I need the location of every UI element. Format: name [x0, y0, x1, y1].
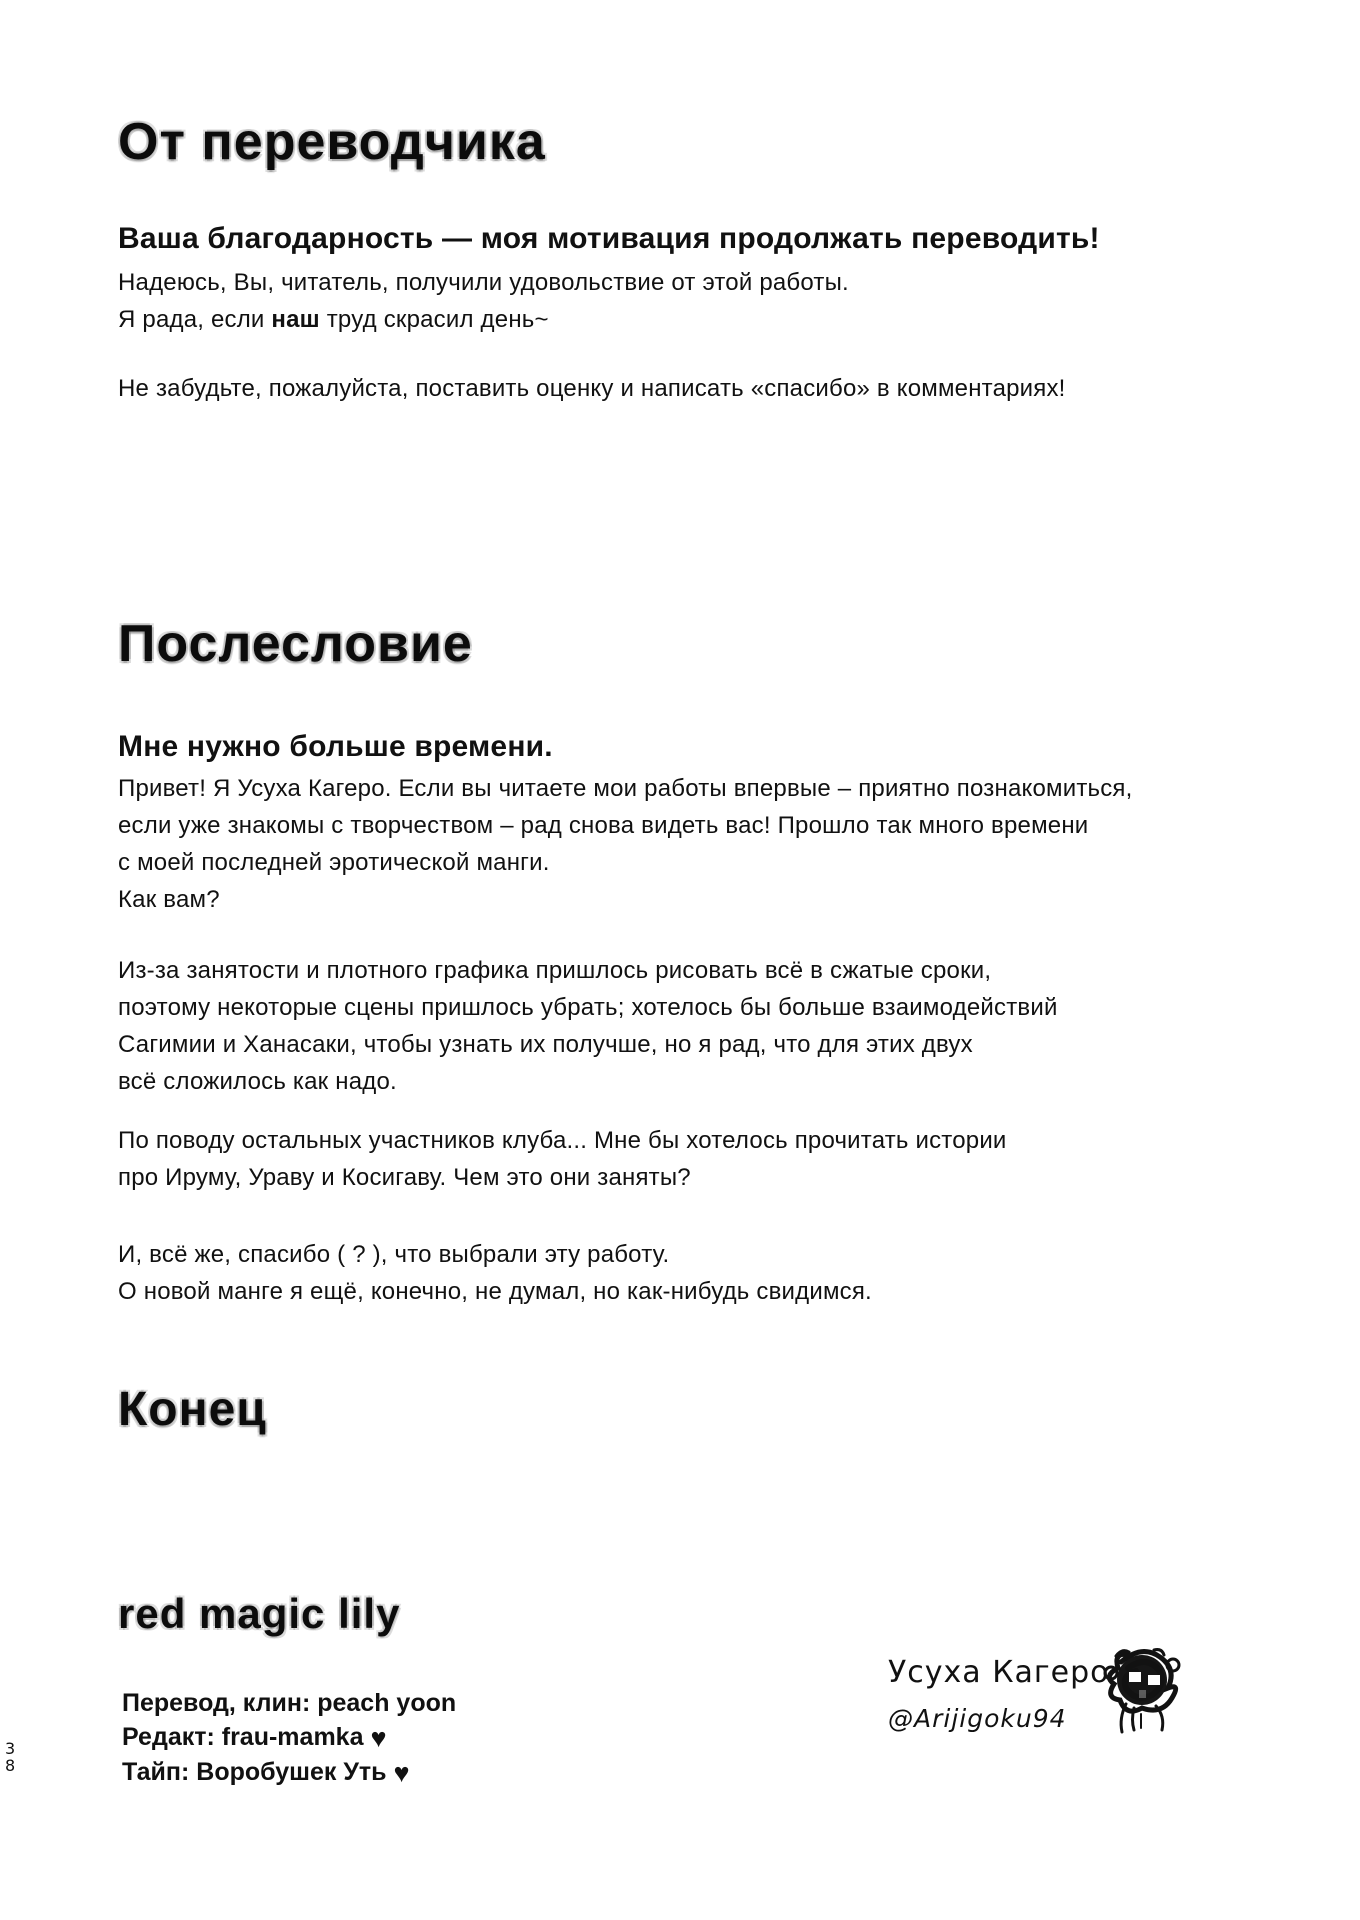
paragraph-line: всё сложилось как надо.	[118, 1068, 397, 1095]
credit-line-typesetting: Тайп: Воробушек Уть ♥	[122, 1758, 410, 1788]
heart-icon: ♥	[370, 1723, 387, 1753]
translator-note-cta: Не забудьте, пожалуйста, поставить оценку и написать «спасибо» в комментариях!	[118, 375, 1066, 402]
paragraph-line: По поводу остальных участников клуба... Мне бы хотелось прочитать истории	[118, 1127, 1007, 1154]
translator-note-line: Надеюсь, Вы, читатель, получили удовольствие от этой работы.	[118, 269, 849, 296]
credits-block	[122, 1686, 456, 1790]
paragraph-line: если уже знакомы с творчеством – рад снова видеть вас! Прошло так много времени	[118, 812, 1089, 839]
paragraph-line: О новой манге я ещё, конечно, не думал, но как-нибудь свидимся.	[118, 1278, 872, 1305]
afterword-paragraph	[118, 1236, 872, 1310]
paragraph-line: Из-за занятости и плотного графика пришлось рисовать всё в сжатые сроки,	[118, 957, 992, 984]
translator-note-heading: От переводчика	[118, 113, 546, 171]
afterword-paragraph	[118, 770, 1132, 918]
series-title: red magic lily	[118, 1590, 401, 1637]
paragraph-line: Сагимии и Ханасаки, чтобы узнать их получше, но я рад, что для этих двух	[118, 1031, 973, 1058]
translator-note-line: Я рада, если наш труд скрасил день~	[118, 306, 549, 333]
afterword-lead: Мне нужно больше времени.	[118, 730, 553, 763]
author-name: Усуха Кагеро	[888, 1655, 1110, 1690]
afterword-paragraph	[118, 952, 1058, 1100]
paragraph-line: про Ируму, Ураву и Косигаву. Чем это они заняты?	[118, 1164, 691, 1191]
paragraph-line: И, всё же, спасибо ( ? ), что выбрали эту работу.	[118, 1241, 670, 1268]
paragraph-line: с моей последней эротической манги.	[118, 849, 550, 876]
paragraph-line: Привет! Я Усуха Кагеро. Если вы читаете мои работы впервые – приятно познакомиться,	[118, 775, 1133, 802]
credit-line-editing: Редакт: frau-mamka ♥	[122, 1723, 387, 1753]
afterword-heading: Послесловие	[118, 615, 473, 673]
paragraph-line: Как вам?	[118, 886, 220, 913]
author-doodle-icon	[1096, 1642, 1188, 1749]
afterword-paragraph	[118, 1122, 1007, 1196]
page-number: 3 8	[5, 1739, 16, 1775]
author-handle: @Arijigoku94	[888, 1704, 1067, 1733]
translator-note-lead: Ваша благодарность — моя мотивация продолжать переводить!	[118, 222, 1100, 255]
heart-icon: ♥	[393, 1758, 410, 1788]
credit-line-translation: Перевод, клин: peach yoon	[122, 1689, 457, 1717]
paragraph-line: поэтому некоторые сцены пришлось убрать; хотелось бы больше взаимодействий	[118, 994, 1058, 1021]
translator-note-body	[118, 264, 849, 338]
ending-heading: Конец	[118, 1383, 267, 1436]
emphasized-word: наш	[271, 306, 320, 333]
